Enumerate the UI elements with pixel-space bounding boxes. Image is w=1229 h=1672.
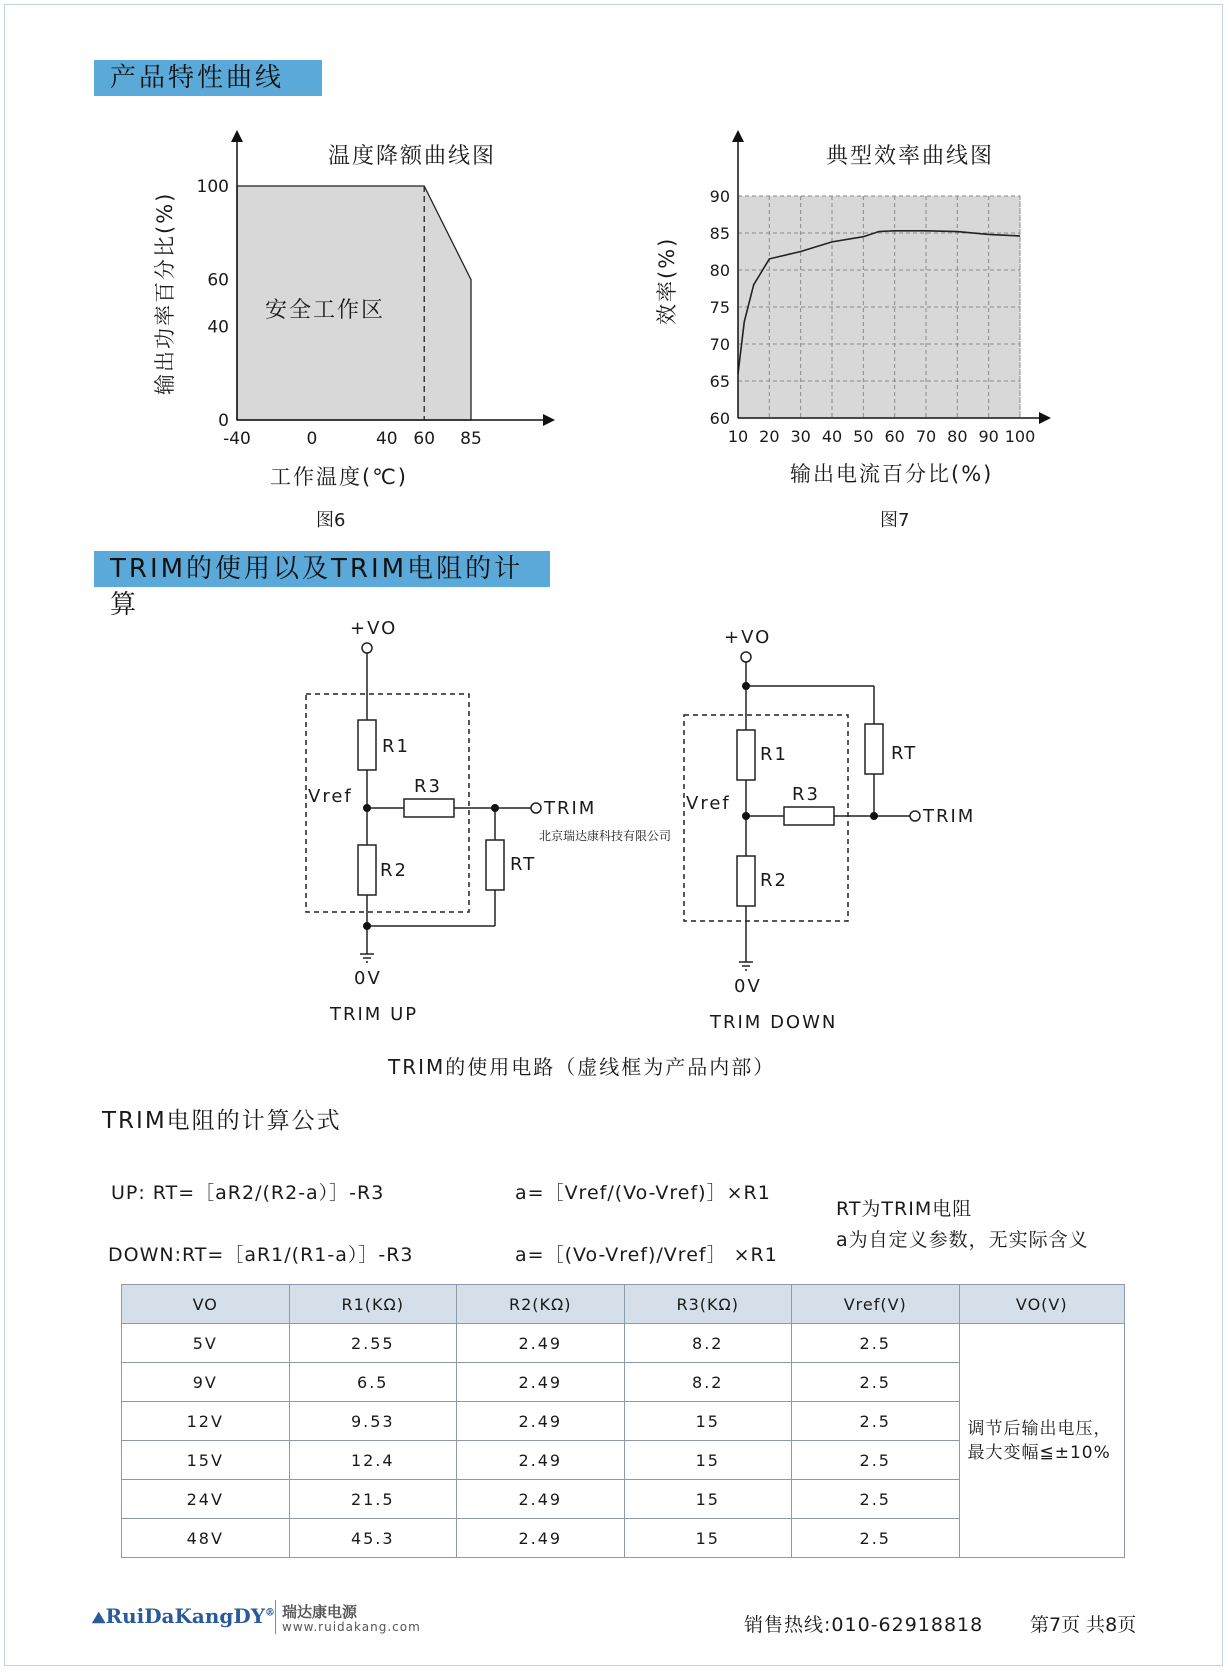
table-cell: 15V — [122, 1441, 290, 1480]
table-row — [122, 1324, 1125, 1363]
up-rt-label: RT — [510, 854, 537, 875]
table-cell: 2.5 — [792, 1402, 960, 1441]
table-cell: 2.5 — [792, 1441, 960, 1480]
fig7-title: 典型效率曲线图 — [826, 144, 995, 169]
fig7-ylabel: 效率(%) — [655, 236, 679, 325]
up-rt — [486, 840, 504, 890]
table-cell: 21.5 — [289, 1480, 457, 1519]
table-cell: 15 — [624, 1519, 792, 1558]
down-r2-label: R2 — [760, 870, 788, 891]
down-title: TRIM DOWN — [710, 1012, 838, 1033]
formula-down-a: a=［(Vo-Vref)/Vref］ ×R1 — [515, 1244, 778, 1266]
table-cell: 2.49 — [457, 1441, 625, 1480]
down-vref-label: Vref — [686, 793, 731, 814]
footer-divider — [275, 1600, 276, 1634]
up-ground-label: 0V — [354, 968, 382, 989]
down-rt — [865, 724, 883, 774]
fig6-x-tick-label: 40 — [375, 429, 398, 449]
up-r3-label: R3 — [414, 776, 442, 797]
table-header: VO(V) — [959, 1285, 1125, 1324]
logo-text: RuiDaKangDY — [105, 1604, 266, 1628]
resistor-table — [121, 1284, 1125, 1558]
up-r1-label: R1 — [382, 736, 410, 757]
up-trim-terminal — [531, 803, 541, 813]
up-vo-label: +VO — [350, 618, 398, 639]
table-cell: 8.2 — [624, 1363, 792, 1402]
table-cell: 15 — [624, 1480, 792, 1519]
up-r2-label: R2 — [380, 860, 408, 881]
footer-brand-cn: 瑞达康电源 — [282, 1603, 358, 1621]
fig6-x-tick-label: 85 — [460, 429, 482, 449]
fig7-x-tick-label: 30 — [790, 427, 811, 446]
formula-down: DOWN:RT=［aR1/(R1-a）］-R3 — [108, 1244, 414, 1266]
fig6-x-tick-label: 60 — [413, 429, 436, 449]
formula-title: TRIM电阻的计算公式 — [102, 1108, 342, 1134]
fig7-x-tick-label: 90 — [978, 427, 999, 446]
fig6-xlabel: 工作温度(℃) — [270, 465, 408, 489]
down-r3 — [784, 807, 834, 825]
table-cell: 2.5 — [792, 1519, 960, 1558]
fig7-y-tick-label: 70 — [709, 335, 730, 354]
circuit-caption: TRIM的使用电路（虚线框为产品内部） — [388, 1055, 776, 1079]
fig7-x-tick-label: 80 — [947, 427, 968, 446]
fig6-caption: 图6 — [316, 510, 346, 531]
fig7-x-tick-label: 20 — [759, 427, 780, 446]
formula-up: UP: RT=［aR2/(R2-a）］-R3 — [111, 1182, 385, 1204]
table-cell: 2.5 — [792, 1363, 960, 1402]
table-cell: 2.49 — [457, 1519, 625, 1558]
fig7-x-tick-label: 70 — [915, 427, 937, 446]
table-cell: 15 — [624, 1441, 792, 1480]
fig6-y-tick-label: 0 — [218, 411, 229, 431]
up-r1 — [358, 720, 376, 770]
fig7-y-tick-label: 90 — [709, 187, 730, 206]
table-cell: 2.49 — [457, 1480, 625, 1519]
table-cell: 2.5 — [792, 1480, 960, 1519]
table-cell: 9V — [122, 1363, 290, 1402]
down-trim-label: TRIM — [923, 806, 976, 827]
formula-note-a: a为自定义参数，无实际含义 — [836, 1229, 1089, 1251]
down-ground-label: 0V — [734, 976, 762, 997]
fig7-y-tick-label: 85 — [709, 224, 730, 243]
table-cell: 2.55 — [289, 1324, 457, 1363]
fig6-y-tick-label: 100 — [196, 177, 229, 197]
trim-circuits — [0, 600, 1229, 1080]
table-header-row — [122, 1285, 1125, 1324]
fig7-y-tick-label: 60 — [709, 409, 730, 428]
table-cell: 12.4 — [289, 1441, 457, 1480]
table-cell: 2.5 — [792, 1324, 960, 1363]
fig7-x-tick-label: 60 — [884, 427, 905, 446]
section-title-curves: 产品特性曲线 — [94, 60, 322, 96]
up-vref-label: Vref — [308, 786, 353, 807]
fig6-y-tick-label: 40 — [207, 317, 229, 338]
fig7-xlabel: 输出电流百分比(%) — [790, 462, 994, 486]
up-title: TRIM UP — [330, 1004, 419, 1025]
up-r2 — [358, 845, 376, 895]
table-cell: 8.2 — [624, 1324, 792, 1363]
fig6-chart — [0, 0, 1229, 560]
table-cell: 2.49 — [457, 1402, 625, 1441]
table-cell: 12V — [122, 1402, 290, 1441]
fig7-y-tick-label: 65 — [709, 372, 730, 391]
down-r2 — [737, 856, 755, 906]
table-note-cell — [959, 1324, 1125, 1558]
table-cell: 2.49 — [457, 1363, 625, 1402]
table-header: R3(KΩ) — [624, 1285, 792, 1324]
down-r3-label: R3 — [792, 784, 820, 805]
mountain-logo-icon: ⛰ — [92, 1608, 106, 1627]
fig7-y-tick-label: 80 — [709, 261, 730, 280]
fig6-title: 温度降额曲线图 — [328, 144, 497, 169]
table-header: R1(KΩ) — [289, 1285, 457, 1324]
table-cell: 15 — [624, 1402, 792, 1441]
footer-website: www.ruidakang.com — [282, 1620, 421, 1634]
formula-up-a: a=［Vref/(Vo-Vref)］×R1 — [515, 1182, 771, 1204]
down-r1-label: R1 — [760, 744, 788, 765]
table-header: VO — [122, 1285, 290, 1324]
fig7-x-tick-label: 40 — [821, 427, 843, 446]
up-trim-label: TRIM — [544, 798, 597, 819]
down-r1 — [737, 730, 755, 780]
down-vo-terminal — [741, 652, 751, 662]
table-cell: 9.53 — [289, 1402, 457, 1441]
table-header: Vref(V) — [792, 1285, 960, 1324]
footer-logo — [92, 1604, 275, 1628]
fig7-caption: 图7 — [880, 510, 910, 531]
table-cell: 5V — [122, 1324, 290, 1363]
table-cell: 2.49 — [457, 1324, 625, 1363]
table-cell: 45.3 — [289, 1519, 457, 1558]
down-vo-label: +VO — [724, 627, 772, 648]
fig6-x-tick-label: -40 — [223, 429, 251, 449]
fig6-x-tick-label: 0 — [306, 429, 318, 449]
table-cell: 6.5 — [289, 1363, 457, 1402]
fig6-ylabel: 输出功率百分比(%) — [153, 191, 177, 395]
fig7-x-tick-label: 10 — [727, 427, 749, 446]
fig7-x-tick-label: 50 — [853, 427, 874, 446]
footer-hotline: 销售热线:010-62918818 — [744, 1614, 984, 1636]
section-title-trim: TRIM的使用以及TRIM电阻的计算 — [94, 551, 550, 587]
fig7-x-tick-label: 100 — [1004, 427, 1036, 446]
footer-page-number: 第7页 共8页 — [1030, 1614, 1137, 1636]
fig7-y-tick-label: 75 — [709, 298, 730, 317]
table-cell: 48V — [122, 1519, 290, 1558]
up-r3 — [404, 799, 454, 817]
company-watermark: 北京瑞达康科技有限公司 — [539, 829, 672, 843]
table-note-line2: 最大变幅≦±10% — [967, 1442, 1111, 1463]
fig6-y-tick-label: 60 — [207, 270, 229, 291]
fig6-area-label: 安全工作区 — [265, 298, 386, 323]
table-header: R2(KΩ) — [457, 1285, 625, 1324]
formula-note-rt: RT为TRIM电阻 — [836, 1198, 973, 1220]
down-trim-terminal — [910, 811, 920, 821]
up-vo-terminal — [362, 643, 372, 653]
down-rt-label: RT — [891, 743, 918, 764]
registered-mark: ® — [265, 1607, 276, 1619]
table-note-line1: 调节后输出电压， — [967, 1418, 1112, 1439]
table-cell: 24V — [122, 1480, 290, 1519]
